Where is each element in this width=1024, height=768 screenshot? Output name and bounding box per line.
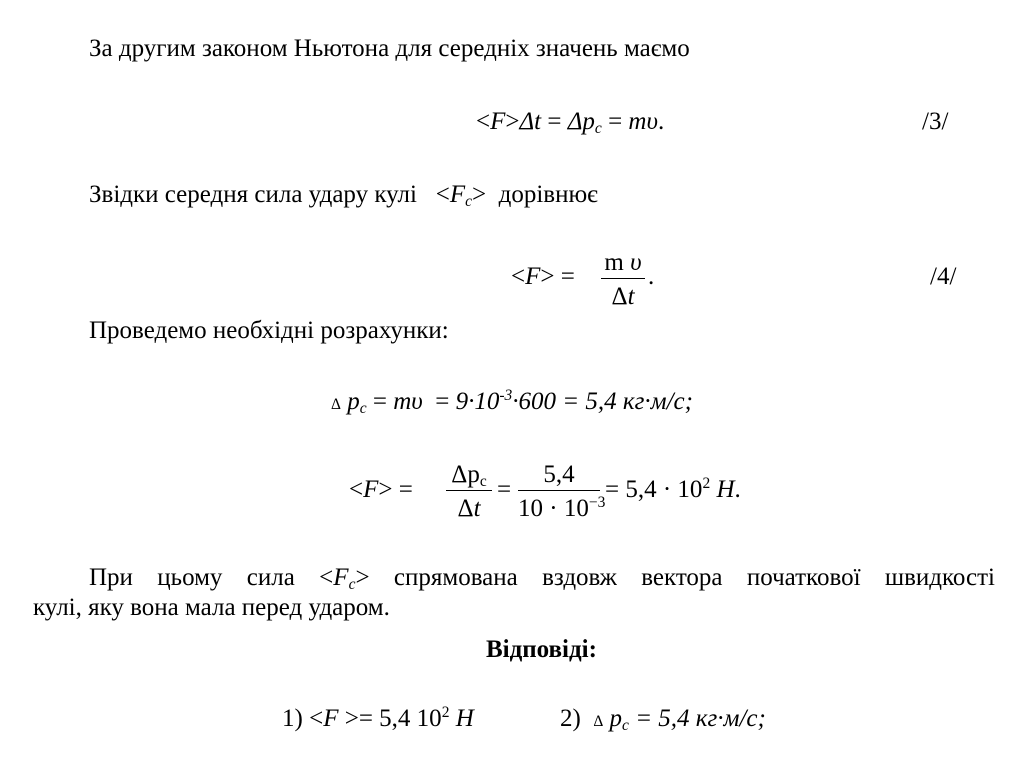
equation-4-lhs: <F> = <box>511 263 575 290</box>
direction-line-1: При цьому сила $<F_c>$ спрямована вздовж вектора початкової швидкості <box>89 564 995 594</box>
equation-4-fraction: m υ Δt <box>601 250 645 309</box>
equation-3-number: /3/ <box>922 108 949 135</box>
calc2-denominator-exp: −3 <box>588 493 606 511</box>
force-text: Звідки середня сила удару кулі $<F_c>$ дорівнює <box>89 181 598 211</box>
answer-2: 2) Δ $p_c = 5,4$ кг·м/с; <box>560 705 766 735</box>
calc2-result-exp: 2 <box>702 474 711 492</box>
answer-1-label: 1) <box>282 705 303 732</box>
force-text-end: дорівнює <box>498 181 598 208</box>
answer-2-value: = 5,4 кг·м/с; <box>635 705 766 732</box>
equation-4-number: /4/ <box>930 263 957 290</box>
direction-line-2: кулі, яку вона мала перед ударом. <box>33 594 390 621</box>
force-text-start: Звідки середня сила удару кулі <box>89 181 417 208</box>
calc2-numerator: 5,4 <box>543 461 575 488</box>
answer-1-exp: 2 <box>441 703 450 721</box>
calculation-momentum: Δ $p_c = m\upsilon = 9\cdot 10^{-3}\cdot 600 = 5,4$ кг·м/с; <box>331 386 693 418</box>
calc1-rest: ·600 = 5,4 кг·м/с; <box>512 388 693 415</box>
calculations-text: Проведемо необхідні розрахунки: <box>89 317 449 344</box>
calculation-force-result: = $5,4 \cdot 10^2$ H. <box>605 474 741 503</box>
calculation-equals: = <box>497 476 512 503</box>
direction-paragraph <box>33 563 995 623</box>
equation-4-period: . <box>648 263 655 290</box>
intro-text: За другим законом Ньютона для середніх значень маємо <box>89 35 690 62</box>
calc2-result: = 5,4 · 10 <box>605 476 703 503</box>
calculation-force-fraction2 <box>518 461 606 522</box>
calc1-value: 9·10 <box>455 388 500 415</box>
answer-1-value: = 5,4 10 <box>358 705 442 732</box>
calc1-exponent: -3 <box>499 386 513 404</box>
calc2-denominator: 10 · 10 <box>518 495 589 522</box>
answer-1: 1) <F >= 5,4 $10^2$ H <box>282 703 474 732</box>
answers-heading: Відповіді: <box>486 636 597 663</box>
answer-2-label: 2) <box>560 705 581 732</box>
equation-3: $<F>\Delta t = \Delta p_c = m\upsilon$. <box>476 108 665 138</box>
calculation-force-fraction1: $\Delta p_c$ Δt <box>446 462 492 521</box>
calculation-force-lhs: <F> = <box>349 476 413 503</box>
